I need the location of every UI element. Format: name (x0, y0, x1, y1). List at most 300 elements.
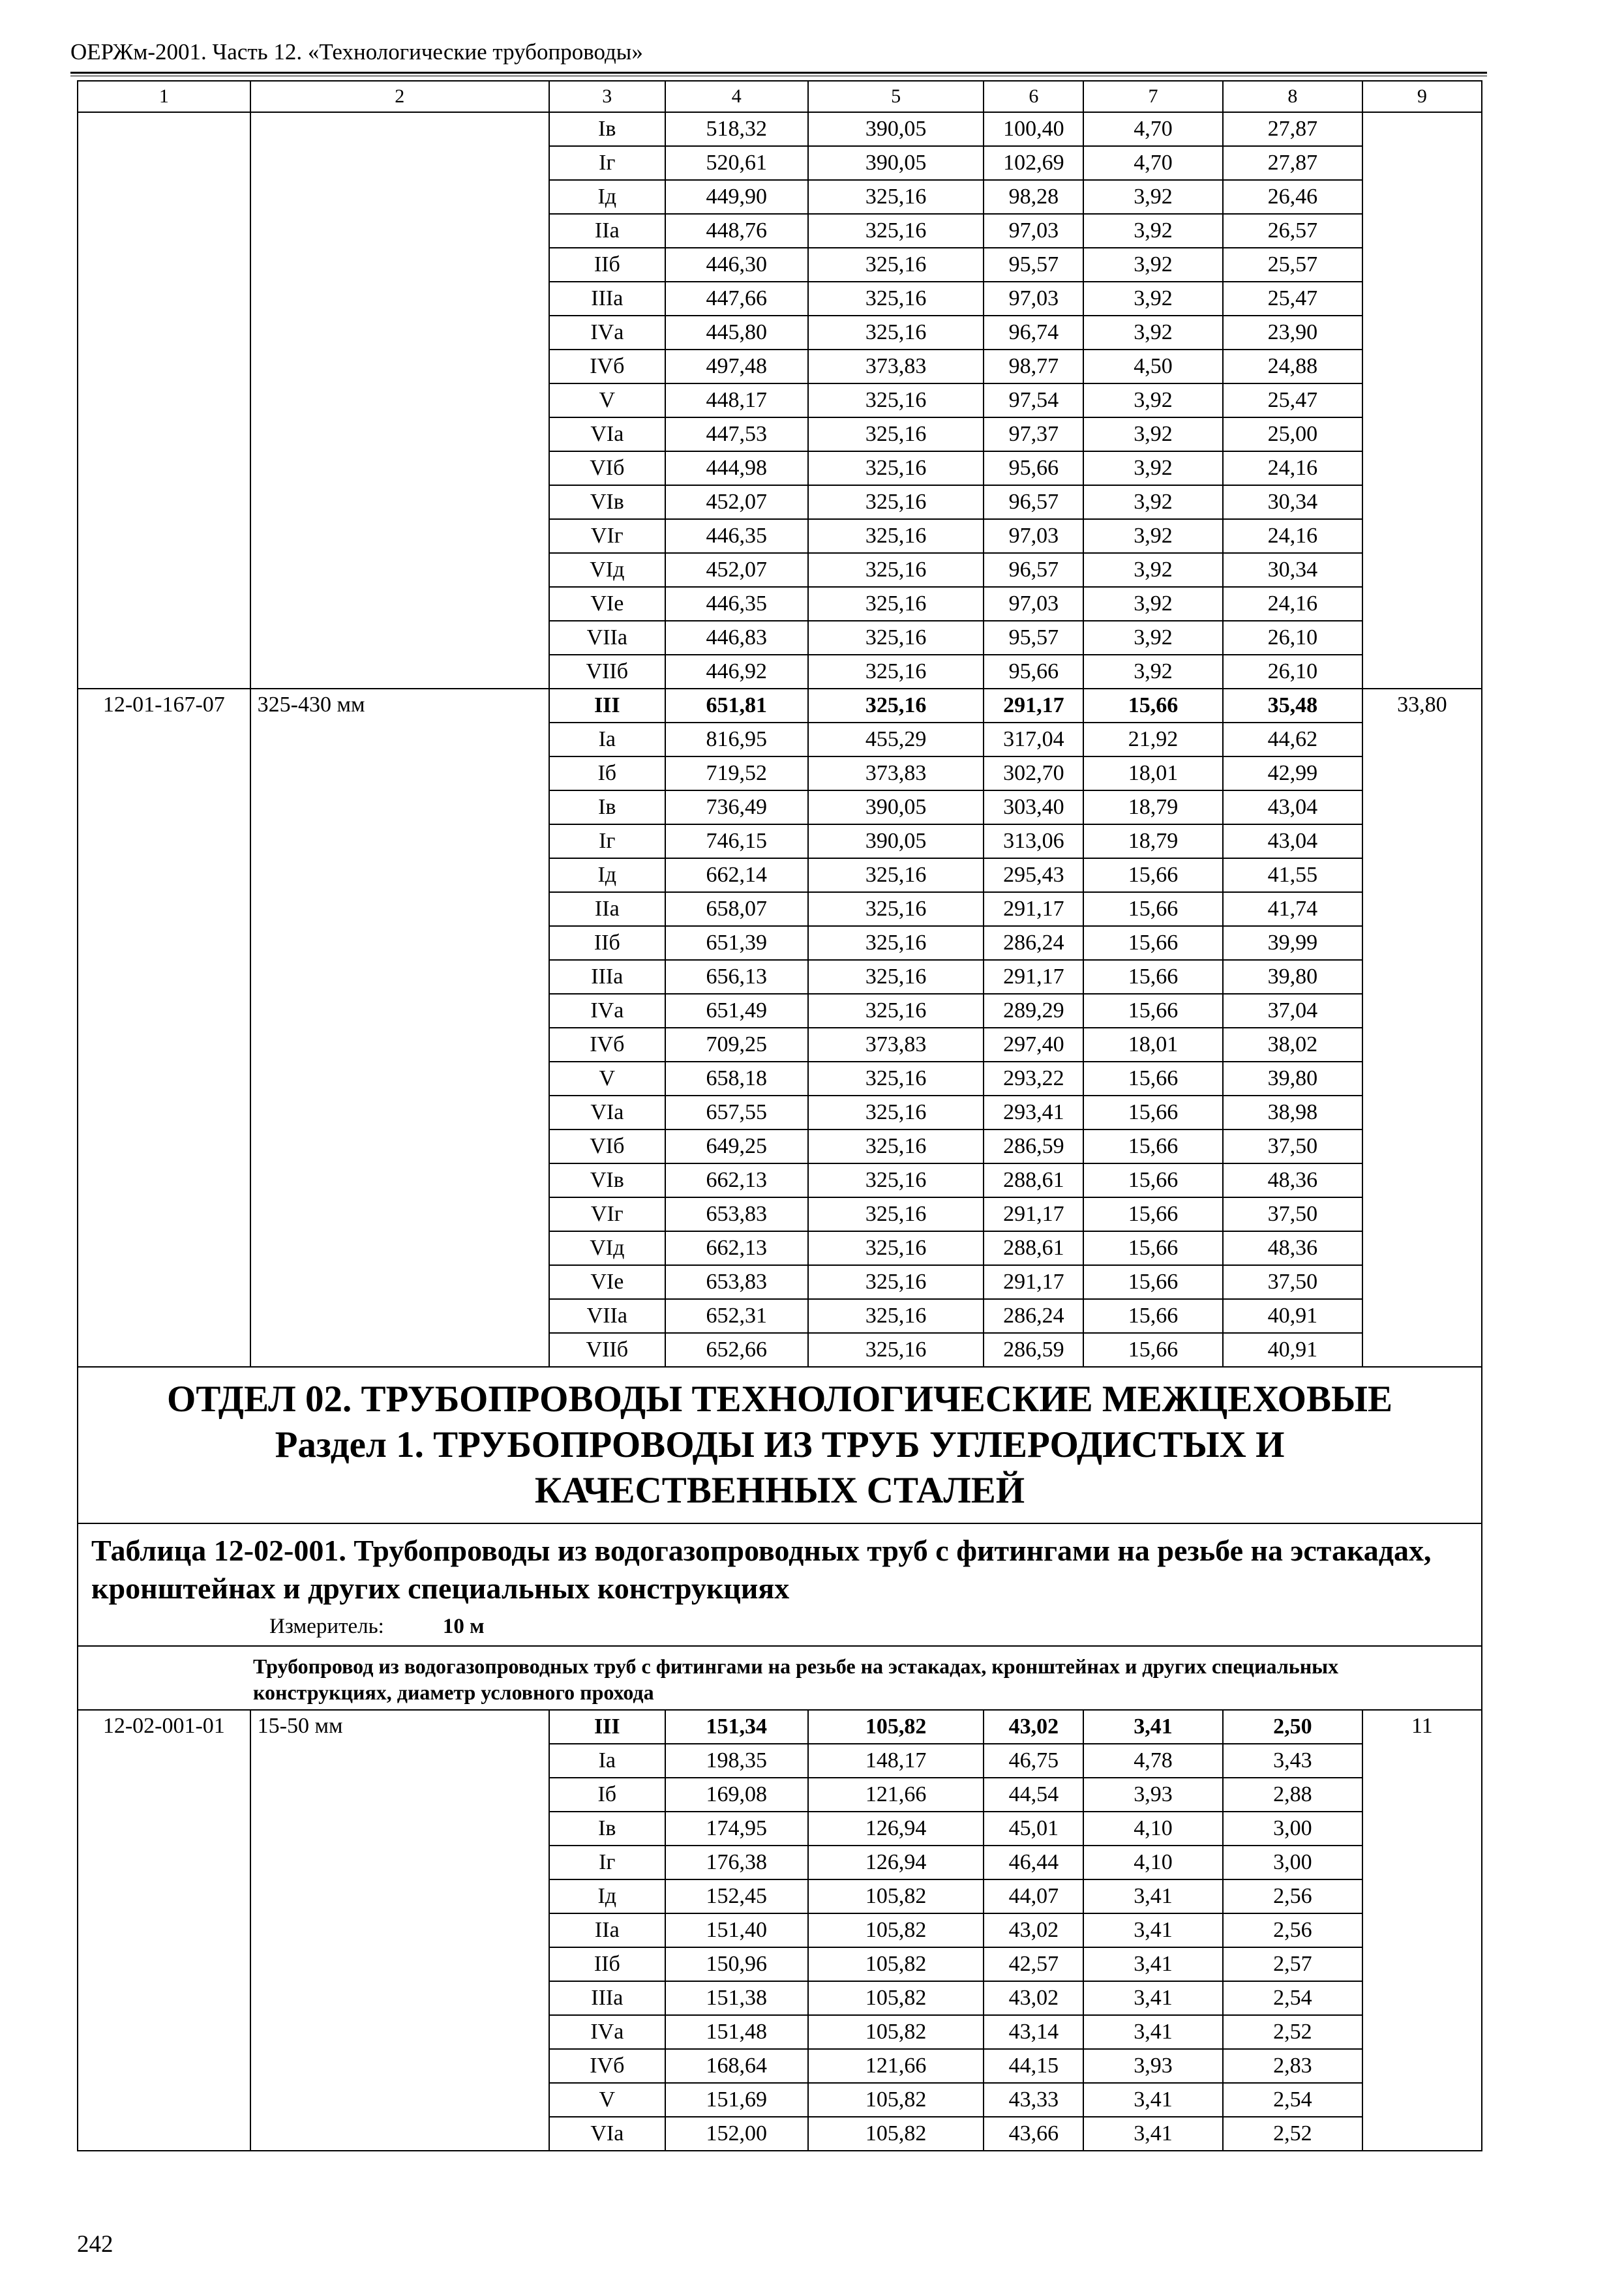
zone-cell: VIа (549, 2117, 665, 2151)
value-cell: 520,61 (665, 146, 808, 180)
value-cell: 3,41 (1083, 2015, 1223, 2049)
value-cell: 325,16 (808, 282, 984, 316)
value-cell: 15,66 (1083, 1299, 1223, 1333)
table-row (78, 1710, 1482, 1744)
value-cell: 27,87 (1223, 146, 1362, 180)
value-cell: 40,91 (1223, 1333, 1362, 1367)
value-cell: 651,81 (665, 689, 808, 723)
value-cell: 3,93 (1083, 1778, 1223, 1812)
value-cell: 15,66 (1083, 1096, 1223, 1130)
column-number: 2 (250, 81, 549, 112)
item-description (250, 112, 549, 689)
value-cell: 45,01 (984, 1812, 1083, 1846)
value-cell: 43,04 (1223, 824, 1362, 858)
value-cell: 447,53 (665, 417, 808, 451)
value-cell: 653,83 (665, 1265, 808, 1299)
value-cell: 18,79 (1083, 790, 1223, 824)
value-cell: 447,66 (665, 282, 808, 316)
page-number: 242 (77, 2231, 113, 2258)
value-cell: 18,79 (1083, 824, 1223, 858)
value-cell: 26,10 (1223, 621, 1362, 655)
value-cell: 95,66 (984, 451, 1083, 485)
value-cell: 445,80 (665, 316, 808, 350)
column-number: 3 (549, 81, 665, 112)
value-cell: 97,03 (984, 282, 1083, 316)
value-cell: 38,02 (1223, 1028, 1362, 1062)
value-cell: 105,82 (808, 1879, 984, 1913)
value-cell: 303,40 (984, 790, 1083, 824)
department-row (78, 1367, 1482, 1523)
value-cell: 448,17 (665, 383, 808, 417)
value-cell: 27,87 (1223, 112, 1362, 146)
zone-cell: IIб (549, 1947, 665, 1981)
value-cell: 43,66 (984, 2117, 1083, 2151)
department-line1: ОТДЕЛ 02. ТРУБОПРОВОДЫ ТЕХНОЛОГИЧЕСКИЕ МЕЖЦЕХОВЫЕ (167, 1379, 1392, 1420)
zone-cell: IVб (549, 1028, 665, 1062)
value-cell: 38,98 (1223, 1096, 1362, 1130)
value-cell: 325,16 (808, 553, 984, 587)
zone-cell: Iа (549, 723, 665, 756)
value-cell: 3,41 (1083, 1913, 1223, 1947)
value-cell: 325,16 (808, 994, 984, 1028)
item-description: 15-50 мм (250, 1710, 549, 2151)
value-cell: 4,50 (1083, 350, 1223, 383)
value-cell: 151,40 (665, 1913, 808, 1947)
zone-cell: IVа (549, 994, 665, 1028)
value-cell: 42,57 (984, 1947, 1083, 1981)
value-cell: 286,24 (984, 926, 1083, 960)
value-cell: 325,16 (808, 248, 984, 282)
zone-cell: VIб (549, 451, 665, 485)
item-code: 12-01-167-07 (78, 689, 250, 1367)
table-row (78, 112, 1482, 146)
zone-cell: VIа (549, 417, 665, 451)
value-cell: 289,29 (984, 994, 1083, 1028)
value-cell: 656,13 (665, 960, 808, 994)
value-cell: 18,01 (1083, 756, 1223, 790)
value-cell: 102,69 (984, 146, 1083, 180)
zone-cell: Iб (549, 756, 665, 790)
value-cell: 3,92 (1083, 519, 1223, 553)
value-cell: 2,83 (1223, 2049, 1362, 2083)
value-cell: 176,38 (665, 1846, 808, 1879)
value-cell: 46,75 (984, 1744, 1083, 1778)
value-cell: 3,92 (1083, 587, 1223, 621)
value-cell: 4,10 (1083, 1812, 1223, 1846)
value-cell: 446,30 (665, 248, 808, 282)
value-cell: 97,03 (984, 587, 1083, 621)
value-cell: 152,00 (665, 2117, 808, 2151)
column-number: 8 (1223, 81, 1362, 112)
value-cell: 43,33 (984, 2083, 1083, 2117)
unit-value: 10 м (442, 1615, 485, 1638)
item-description: 325-430 мм (250, 689, 549, 1367)
value-cell: 3,92 (1083, 214, 1223, 248)
value-cell: 2,56 (1223, 1879, 1362, 1913)
value-cell: 97,03 (984, 214, 1083, 248)
value-cell: 649,25 (665, 1130, 808, 1163)
table-title-row (78, 1523, 1482, 1646)
value-cell: 97,03 (984, 519, 1083, 553)
value-cell: 39,80 (1223, 960, 1362, 994)
value-cell: 148,17 (808, 1744, 984, 1778)
value-cell: 325,16 (808, 519, 984, 553)
value-cell: 25,47 (1223, 282, 1362, 316)
value-cell: 651,49 (665, 994, 808, 1028)
value-cell: 446,35 (665, 587, 808, 621)
value-cell: 96,74 (984, 316, 1083, 350)
value-cell: 313,06 (984, 824, 1083, 858)
value-cell: 97,37 (984, 417, 1083, 451)
value-cell: 37,04 (1223, 994, 1362, 1028)
value-cell: 291,17 (984, 960, 1083, 994)
value-cell: 2,50 (1223, 1710, 1362, 1744)
zone-cell: IVб (549, 2049, 665, 2083)
value-cell: 651,39 (665, 926, 808, 960)
value-cell: 3,92 (1083, 248, 1223, 282)
zone-cell: VIIа (549, 1299, 665, 1333)
value-cell: 44,15 (984, 2049, 1083, 2083)
value-cell: 325,16 (808, 1130, 984, 1163)
value-cell: 39,80 (1223, 1062, 1362, 1096)
value-cell: 390,05 (808, 146, 984, 180)
value-cell: 325,16 (808, 689, 984, 723)
value-cell: 15,66 (1083, 1231, 1223, 1265)
value-cell: 325,16 (808, 1163, 984, 1197)
value-cell: 105,82 (808, 2117, 984, 2151)
value-cell: 3,92 (1083, 282, 1223, 316)
zone-cell: V (549, 383, 665, 417)
value-cell: 2,57 (1223, 1947, 1362, 1981)
value-cell: 26,57 (1223, 214, 1362, 248)
zone-cell: IIIа (549, 1981, 665, 2015)
value-cell: 325,16 (808, 316, 984, 350)
value-cell: 2,54 (1223, 1981, 1362, 2015)
value-cell: 325,16 (808, 1333, 984, 1367)
value-cell: 95,66 (984, 655, 1083, 689)
value-cell: 105,82 (808, 2083, 984, 2117)
value-cell: 25,57 (1223, 248, 1362, 282)
value-cell: 98,28 (984, 180, 1083, 214)
value-cell: 286,24 (984, 1299, 1083, 1333)
zone-cell: Iд (549, 858, 665, 892)
value-cell: 48,36 (1223, 1231, 1362, 1265)
value-cell: 4,70 (1083, 112, 1223, 146)
value-cell: 4,70 (1083, 146, 1223, 180)
value-cell: 736,49 (665, 790, 808, 824)
value-cell: 455,29 (808, 723, 984, 756)
value-cell: 2,54 (1223, 2083, 1362, 2117)
value-cell: 719,52 (665, 756, 808, 790)
value-cell: 105,82 (808, 1913, 984, 1947)
value-cell: 23,90 (1223, 316, 1362, 350)
value-cell: 325,16 (808, 214, 984, 248)
value-cell: 97,54 (984, 383, 1083, 417)
value-cell: 15,66 (1083, 1163, 1223, 1197)
department-heading (78, 1367, 1482, 1523)
value-cell: 15,66 (1083, 689, 1223, 723)
value-cell: 325,16 (808, 417, 984, 451)
value-cell: 3,41 (1083, 2083, 1223, 2117)
unit-line (91, 1611, 1468, 1641)
value-cell: 15,66 (1083, 858, 1223, 892)
zone-cell: Iг (549, 1846, 665, 1879)
zone-cell: Iа (549, 1744, 665, 1778)
value-cell: 3,92 (1083, 485, 1223, 519)
item-extra: 33,80 (1362, 689, 1482, 1367)
zone-cell: VIб (549, 1130, 665, 1163)
value-cell: 652,66 (665, 1333, 808, 1367)
value-cell: 291,17 (984, 1197, 1083, 1231)
zone-cell: IIа (549, 1913, 665, 1947)
value-cell: 46,44 (984, 1846, 1083, 1879)
value-cell: 43,04 (1223, 790, 1362, 824)
column-number: 9 (1362, 81, 1482, 112)
value-cell: 43,14 (984, 2015, 1083, 2049)
zone-cell: IIIа (549, 282, 665, 316)
department-line3: КАЧЕСТВЕННЫХ СТАЛЕЙ (534, 1470, 1025, 1511)
zone-cell: V (549, 1062, 665, 1096)
value-cell: 390,05 (808, 790, 984, 824)
value-cell: 126,94 (808, 1846, 984, 1879)
value-cell: 105,82 (808, 1710, 984, 1744)
value-cell: 3,41 (1083, 1947, 1223, 1981)
value-cell: 288,61 (984, 1231, 1083, 1265)
value-cell: 325,16 (808, 1231, 984, 1265)
value-cell: 325,16 (808, 180, 984, 214)
zone-cell: VIв (549, 485, 665, 519)
value-cell: 24,16 (1223, 587, 1362, 621)
value-cell: 297,40 (984, 1028, 1083, 1062)
value-cell: 3,93 (1083, 2049, 1223, 2083)
value-cell: 15,66 (1083, 1265, 1223, 1299)
value-cell: 325,16 (808, 926, 984, 960)
value-cell: 3,92 (1083, 180, 1223, 214)
value-cell: 98,77 (984, 350, 1083, 383)
value-cell: 446,92 (665, 655, 808, 689)
value-cell: 168,64 (665, 2049, 808, 2083)
zone-cell: VIг (549, 519, 665, 553)
value-cell: 325,16 (808, 383, 984, 417)
zone-cell: Iб (549, 1778, 665, 1812)
zone-cell: III (549, 689, 665, 723)
department-line2: Раздел 1. ТРУБОПРОВОДЫ ИЗ ТРУБ УГЛЕРОДИСТЫХ И (275, 1424, 1285, 1465)
zone-cell: IIа (549, 892, 665, 926)
value-cell: 657,55 (665, 1096, 808, 1130)
value-cell: 25,47 (1223, 383, 1362, 417)
value-cell: 26,10 (1223, 655, 1362, 689)
value-cell: 3,41 (1083, 2117, 1223, 2151)
value-cell: 373,83 (808, 350, 984, 383)
zone-cell: Iг (549, 824, 665, 858)
zone-cell: VIе (549, 587, 665, 621)
value-cell: 25,00 (1223, 417, 1362, 451)
value-cell: 152,45 (665, 1879, 808, 1913)
zone-cell: VIд (549, 1231, 665, 1265)
value-cell: 151,38 (665, 1981, 808, 2015)
value-cell: 2,52 (1223, 2117, 1362, 2151)
table-subheading: Трубопровод из водогазопроводных труб с фитингами на резьбе на эстакадах, кронштейнах и других специальных конструкциях, диаметр условного прохода (78, 1646, 1482, 1710)
value-cell: 15,66 (1083, 1333, 1223, 1367)
value-cell: 3,92 (1083, 417, 1223, 451)
value-cell: 325,16 (808, 621, 984, 655)
value-cell: 325,16 (808, 587, 984, 621)
zone-cell: IVб (549, 350, 665, 383)
value-cell: 35,48 (1223, 689, 1362, 723)
value-cell: 2,56 (1223, 1913, 1362, 1947)
value-cell: 317,04 (984, 723, 1083, 756)
value-cell: 2,52 (1223, 2015, 1362, 2049)
value-cell: 3,92 (1083, 655, 1223, 689)
value-cell: 105,82 (808, 1947, 984, 1981)
value-cell: 325,16 (808, 485, 984, 519)
zone-cell: V (549, 2083, 665, 2117)
column-number: 7 (1083, 81, 1223, 112)
value-cell: 96,57 (984, 485, 1083, 519)
value-cell: 452,07 (665, 553, 808, 587)
value-cell: 37,50 (1223, 1130, 1362, 1163)
value-cell: 4,10 (1083, 1846, 1223, 1879)
value-cell: 658,07 (665, 892, 808, 926)
value-cell: 3,43 (1223, 1744, 1362, 1778)
value-cell: 169,08 (665, 1778, 808, 1812)
value-cell: 21,92 (1083, 723, 1223, 756)
header-rule (70, 72, 1487, 74)
value-cell: 44,07 (984, 1879, 1083, 1913)
value-cell: 293,41 (984, 1096, 1083, 1130)
zone-cell: IVа (549, 2015, 665, 2049)
value-cell: 150,96 (665, 1947, 808, 1981)
subheading-row (78, 1646, 1482, 1710)
zone-cell: VIIб (549, 1333, 665, 1367)
value-cell: 151,69 (665, 2083, 808, 2117)
value-cell: 325,16 (808, 1265, 984, 1299)
value-cell: 24,16 (1223, 519, 1362, 553)
value-cell: 662,14 (665, 858, 808, 892)
item-code: 12-02-001-01 (78, 1710, 250, 2151)
item-code (78, 112, 250, 689)
zone-cell: Iв (549, 1812, 665, 1846)
value-cell: 444,98 (665, 451, 808, 485)
value-cell: 302,70 (984, 756, 1083, 790)
value-cell: 446,83 (665, 621, 808, 655)
value-cell: 121,66 (808, 2049, 984, 2083)
zone-cell: IIа (549, 214, 665, 248)
value-cell: 15,66 (1083, 892, 1223, 926)
value-cell: 15,66 (1083, 1130, 1223, 1163)
value-cell: 3,41 (1083, 1710, 1223, 1744)
unit-label: Измеритель: (269, 1615, 384, 1638)
value-cell: 291,17 (984, 689, 1083, 723)
value-cell: 390,05 (808, 112, 984, 146)
column-number: 4 (665, 81, 808, 112)
zone-cell: VIд (549, 553, 665, 587)
value-cell: 43,02 (984, 1710, 1083, 1744)
value-cell: 100,40 (984, 112, 1083, 146)
value-cell: 37,50 (1223, 1197, 1362, 1231)
value-cell: 325,16 (808, 892, 984, 926)
zone-cell: Iв (549, 790, 665, 824)
value-cell: 44,54 (984, 1778, 1083, 1812)
zone-cell: Iг (549, 146, 665, 180)
column-number: 1 (78, 81, 250, 112)
table-row (78, 689, 1482, 723)
zone-cell: VIв (549, 1163, 665, 1197)
page-header: ОЕРЖм-2001. Часть 12. «Технологические трубопроводы» (70, 39, 643, 65)
value-cell: 3,00 (1223, 1812, 1362, 1846)
value-cell: 497,48 (665, 350, 808, 383)
value-cell: 325,16 (808, 655, 984, 689)
value-cell: 43,02 (984, 1981, 1083, 2015)
value-cell: 15,66 (1083, 926, 1223, 960)
value-cell: 746,15 (665, 824, 808, 858)
value-cell: 15,66 (1083, 1197, 1223, 1231)
value-cell: 653,83 (665, 1197, 808, 1231)
value-cell: 44,62 (1223, 723, 1362, 756)
column-number-row (78, 81, 1482, 112)
value-cell: 3,00 (1223, 1846, 1362, 1879)
value-cell: 3,92 (1083, 316, 1223, 350)
zone-cell: VIг (549, 1197, 665, 1231)
value-cell: 325,16 (808, 1197, 984, 1231)
table-title-cell (78, 1523, 1482, 1646)
value-cell: 325,16 (808, 451, 984, 485)
zone-cell: IIб (549, 926, 665, 960)
value-cell: 291,17 (984, 1265, 1083, 1299)
value-cell: 286,59 (984, 1333, 1083, 1367)
value-cell: 48,36 (1223, 1163, 1362, 1197)
value-cell: 174,95 (665, 1812, 808, 1846)
zone-cell: III (549, 1710, 665, 1744)
value-cell: 325,16 (808, 1299, 984, 1333)
value-cell: 658,18 (665, 1062, 808, 1096)
value-cell: 37,50 (1223, 1265, 1362, 1299)
value-cell: 26,46 (1223, 180, 1362, 214)
value-cell: 41,55 (1223, 858, 1362, 892)
value-cell: 40,91 (1223, 1299, 1362, 1333)
zone-cell: VIIб (549, 655, 665, 689)
value-cell: 39,99 (1223, 926, 1362, 960)
value-cell: 325,16 (808, 858, 984, 892)
value-cell: 816,95 (665, 723, 808, 756)
value-cell: 15,66 (1083, 960, 1223, 994)
table-title: Таблица 12-02-001. Трубопроводы из водогазопроводных труб с фитингами на резьбе на эстакадах, кронштейнах и других специальных конструкциях (91, 1534, 1432, 1605)
value-cell: 121,66 (808, 1778, 984, 1812)
value-cell: 662,13 (665, 1163, 808, 1197)
column-number: 5 (808, 81, 984, 112)
value-cell: 126,94 (808, 1812, 984, 1846)
value-cell: 452,07 (665, 485, 808, 519)
value-cell: 288,61 (984, 1163, 1083, 1197)
value-cell: 4,78 (1083, 1744, 1223, 1778)
value-cell: 448,76 (665, 214, 808, 248)
value-cell: 3,92 (1083, 621, 1223, 655)
value-cell: 3,92 (1083, 383, 1223, 417)
value-cell: 95,57 (984, 621, 1083, 655)
value-cell: 151,48 (665, 2015, 808, 2049)
value-cell: 518,32 (665, 112, 808, 146)
value-cell: 325,16 (808, 1062, 984, 1096)
item-extra (1362, 112, 1482, 689)
zone-cell: Iд (549, 180, 665, 214)
value-cell: 390,05 (808, 824, 984, 858)
value-cell: 3,92 (1083, 553, 1223, 587)
value-cell: 662,13 (665, 1231, 808, 1265)
value-cell: 24,16 (1223, 451, 1362, 485)
value-cell: 41,74 (1223, 892, 1362, 926)
value-cell: 373,83 (808, 756, 984, 790)
value-cell: 652,31 (665, 1299, 808, 1333)
